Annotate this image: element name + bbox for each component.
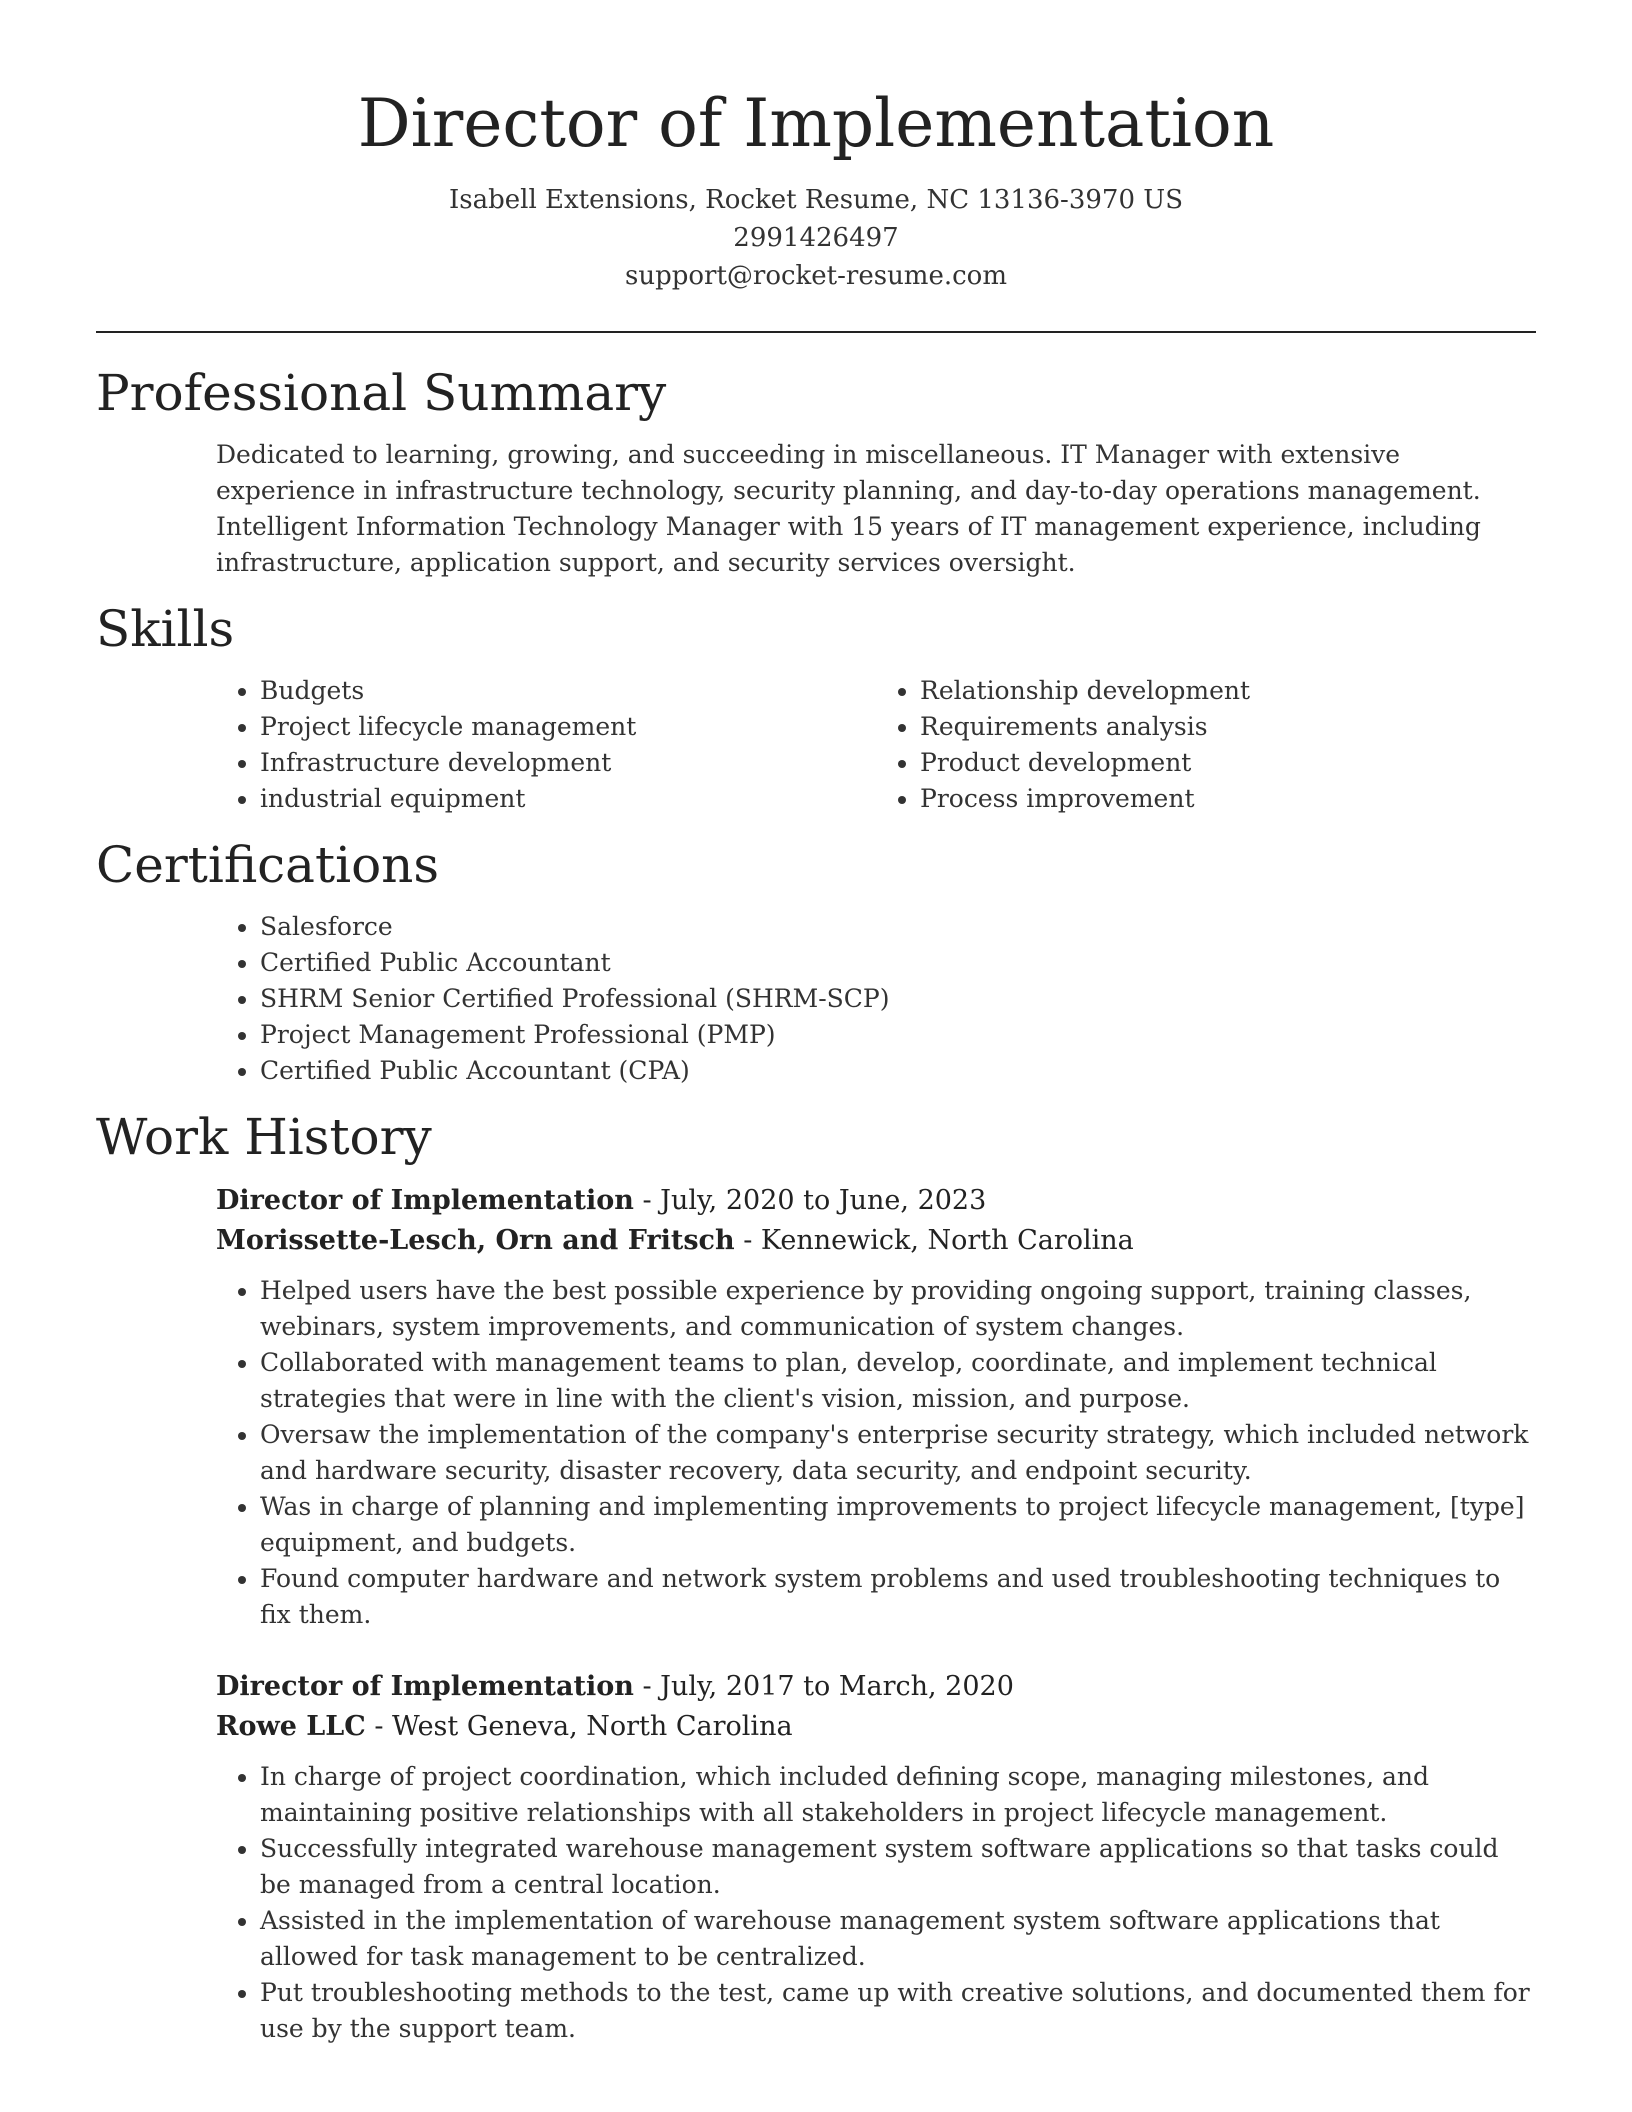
contact-address: Isabell Extensions, Rocket Resume, NC 13136-3970 US xyxy=(448,185,1184,216)
job-bullet: • Found computer hardware and network system problems and used troubleshooting techniques to fix them. xyxy=(260,1561,1536,1633)
skill-item: • Product development xyxy=(920,745,1536,781)
certification-item: • Certified Public Accountant (CPA) xyxy=(260,1053,1536,1089)
skills-list-left xyxy=(216,673,876,817)
contact-phone: 2991426497 xyxy=(733,223,899,254)
certification-item: • Certified Public Accountant xyxy=(260,945,1536,981)
job-bullet: • Assisted in the implementation of warehouse management system software applications that allowed for task management to be centralized. xyxy=(260,1903,1536,1975)
job-title: Director of Implementation xyxy=(216,1185,634,1217)
skill-item: • industrial equipment xyxy=(260,781,876,817)
job-location: - West Geneva, North Carolina xyxy=(365,1711,793,1743)
job-bullets xyxy=(216,1759,1536,2047)
job-entry xyxy=(216,1181,1536,1633)
certification-item: • Project Management Professional (PMP) xyxy=(260,1017,1536,1053)
job-title-line xyxy=(216,1667,1536,1707)
job-title-line xyxy=(216,1181,1536,1221)
contact-email: support@rocket-resume.com xyxy=(624,261,1007,292)
job-company-line xyxy=(216,1221,1536,1261)
job-bullet: • Was in charge of planning and implementing improvements to project lifecycle management, [type] equipment, and budgets. xyxy=(260,1489,1536,1561)
skill-item: • Infrastructure development xyxy=(260,745,876,781)
certifications-list xyxy=(216,909,1536,1089)
job-entry xyxy=(216,1667,1536,2047)
job-bullet: • Collaborated with management teams to plan, develop, coordinate, and implement technical strategies that were in line with the client's vision, mission, and purpose. xyxy=(260,1345,1536,1417)
job-bullets xyxy=(216,1273,1536,1633)
summary-text: Dedicated to learning, growing, and succeeding in miscellaneous. IT Manager with extensive experience in infrastructure technology, security planning, and day-to-day operations management. Intelligent Information Technology Manager with 15 years of IT management experience, including infrastructure, application support, and security services oversight. xyxy=(216,440,1481,578)
header-divider xyxy=(96,331,1536,333)
job-location: - Kennewick, North Carolina xyxy=(734,1225,1134,1257)
skills-section xyxy=(96,599,1536,817)
certification-item: • SHRM Senior Certified Professional (SHRM-SCP) xyxy=(260,981,1536,1017)
summary-heading: Professional Summary xyxy=(96,364,667,423)
skill-item: • Project lifecycle management xyxy=(260,709,876,745)
job-bullet: • In charge of project coordination, which included defining scope, managing milestones, and maintaining positive relationships with all stakeholders in project lifecycle management. xyxy=(260,1759,1536,1831)
skill-item: • Budgets xyxy=(260,673,876,709)
skill-item: • Relationship development xyxy=(920,673,1536,709)
certifications-section xyxy=(96,835,1536,1089)
certifications-heading: Certifications xyxy=(96,836,440,895)
job-dates: - July, 2020 to June, 2023 xyxy=(633,1185,987,1217)
job-company: Morissette-Lesch, Orn and Fritsch xyxy=(216,1225,735,1257)
job-title: Director of Implementation xyxy=(216,1671,634,1703)
work-history-heading: Work History xyxy=(96,1108,432,1167)
skill-item: • Process improvement xyxy=(920,781,1536,817)
summary-section xyxy=(96,363,1536,581)
job-bullet: • Put troubleshooting methods to the test, came up with creative solutions, and documented them for use by the support team. xyxy=(260,1975,1536,2047)
job-company-line xyxy=(216,1707,1536,1747)
skills-heading: Skills xyxy=(96,600,235,659)
job-dates: - July, 2017 to March, 2020 xyxy=(633,1671,1014,1703)
certification-item: • Salesforce xyxy=(260,909,1536,945)
skill-item: • Requirements analysis xyxy=(920,709,1536,745)
job-bullet: • Oversaw the implementation of the company's enterprise security strategy, which included network and hardware security, disaster recovery, data security, and endpoint security. xyxy=(260,1417,1536,1489)
work-history-section xyxy=(96,1107,1536,2047)
resume-header xyxy=(96,0,1536,295)
skills-grid xyxy=(216,673,1536,817)
skills-list-right xyxy=(876,673,1536,817)
job-company: Rowe LLC xyxy=(216,1711,366,1743)
job-bullet: • Successfully integrated warehouse management system software applications so that tasks could be managed from a central location. xyxy=(260,1831,1536,1903)
resume-name: Director of Implementation xyxy=(357,85,1275,162)
job-bullet: • Helped users have the best possible experience by providing ongoing support, training classes, webinars, system improvements, and communication of system changes. xyxy=(260,1273,1536,1345)
